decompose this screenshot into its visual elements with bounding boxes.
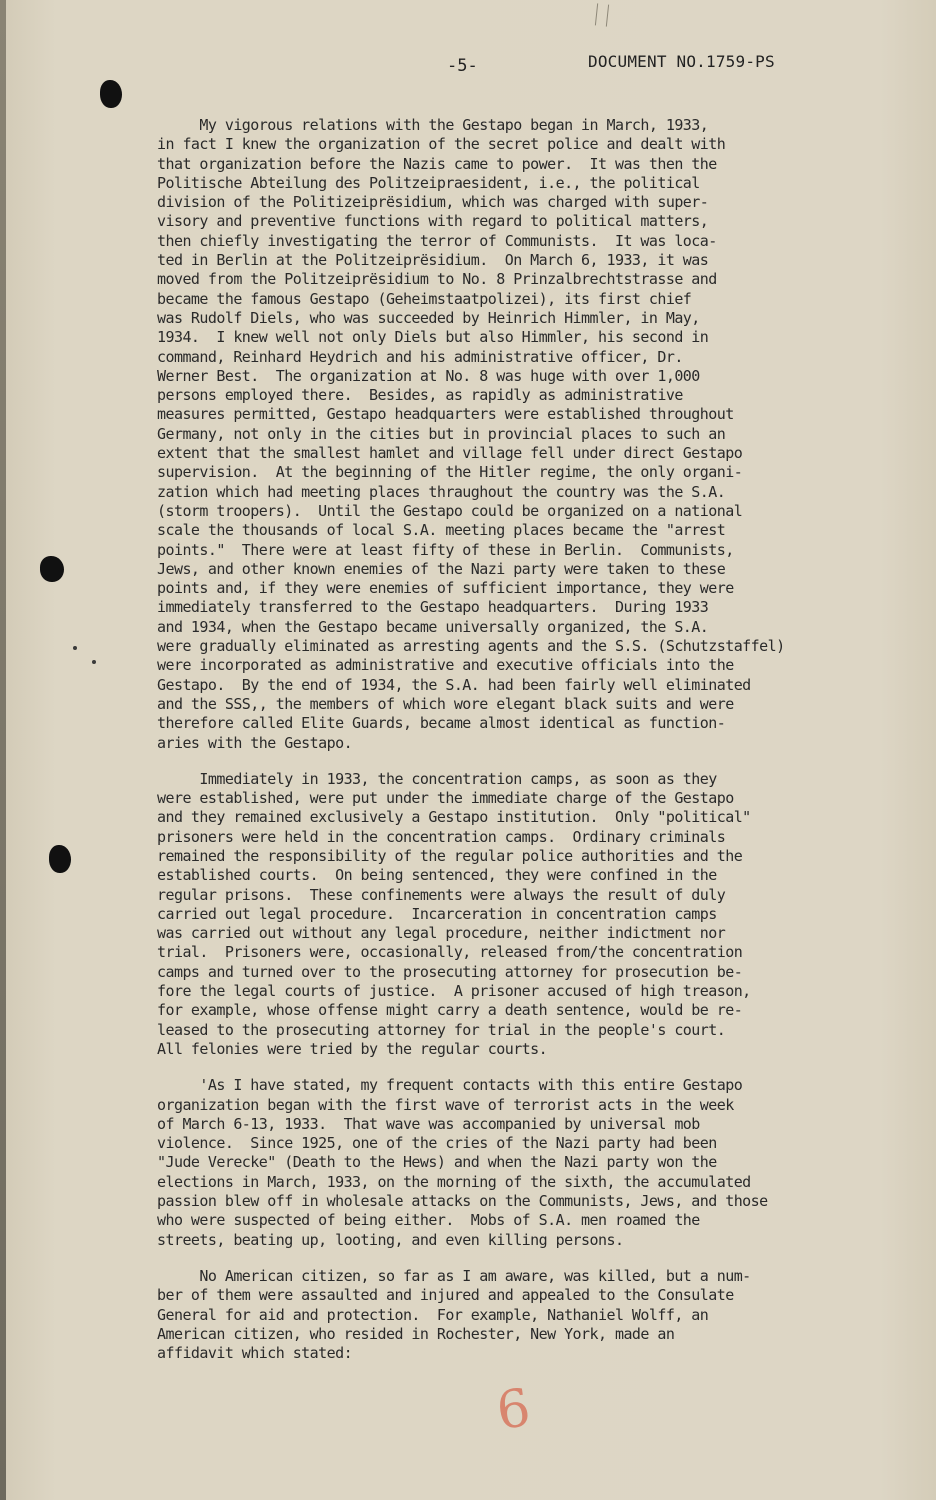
text-line: persons employed there. Besides, as rapidly as administrative — [157, 386, 683, 405]
text-line: My vigorous relations with the Gestapo began in March, 1933, — [157, 116, 709, 134]
text-line: camps and turned over to the prosecuting attorney for prosecution be- — [157, 962, 743, 981]
text-line: Jews, and other known enemies of the Nazi party were taken to these — [157, 559, 726, 578]
speck — [92, 660, 96, 664]
text-line: organization began with the first wave of terrorist acts in the week — [157, 1095, 734, 1114]
text-line: division of the Politizeiprёsidium, which was charged with super- — [157, 193, 709, 212]
text-line: zation which had meeting places thraughout the country was the S.A. — [157, 482, 726, 501]
text-line: All felonies were tried by the regular courts. — [157, 1039, 548, 1058]
text-line: passion blew off in wholesale attacks on the Communists, Jews, and those — [157, 1192, 768, 1211]
text-line: were established, were put under the immediate charge of the Gestapo — [157, 789, 734, 808]
text-line: command, Reinhard Heydrich and his administrative officer, Dr. — [157, 347, 683, 366]
text-line: 'As I have stated, my frequent contacts with this entire Gestapo — [157, 1076, 743, 1095]
handwritten-page-mark: 6 — [492, 1377, 535, 1443]
text-line: prisoners were held in the concentration camps. Ordinary criminals — [157, 827, 726, 846]
text-line: therefore called Elite Guards, became almost identical as function- — [157, 714, 726, 733]
text-line: and the SSS,, the members of which wore elegant black suits and were — [157, 694, 734, 713]
text-line: violence. Since 1925, one of the cries of the Nazi party had been — [157, 1134, 717, 1153]
text-line: then chiefly investigating the terror of Communists. It was loca- — [157, 231, 717, 250]
speck — [73, 646, 77, 650]
text-line: visory and preventive functions with regard to political matters, — [157, 212, 709, 231]
text-line: moved from the Politzeiprёsidium to No. 8 Prinzalbrechtstrasse and — [157, 270, 717, 289]
text-line: was carried out without any legal procedure, neither indictment nor — [157, 924, 726, 943]
text-line: No American citizen, so far as I am aware, was killed, but a num- — [157, 1266, 751, 1285]
text-line: 1934. I knew well not only Diels but also Himmler, his second in — [157, 328, 709, 347]
scratch-mark — [595, 3, 609, 26]
text-line: (storm troopers). Until the Gestapo could be organized on a national — [157, 501, 743, 520]
text-line: and they remained exclusively a Gestapo institution. Only "political" — [157, 808, 751, 827]
text-line: ber of them were assaulted and injured and appealed to the Consulate — [157, 1286, 734, 1305]
text-line: Werner Best. The organization at No. 8 was huge with over 1,000 — [157, 366, 700, 385]
punch-hole-top — [100, 80, 122, 108]
text-line: aries with the Gestapo. — [157, 733, 353, 752]
text-line: immediately transferred to the Gestapo headquarters. During 1933 — [157, 598, 709, 617]
text-line: of March 6-13, 1933. That wave was accompanied by universal mob — [157, 1114, 700, 1133]
paragraph — [157, 1076, 877, 1250]
text-line: carried out legal procedure. Incarceration in concentration camps — [157, 904, 717, 923]
text-line: streets, beating up, looting, and even killing persons. — [157, 1230, 624, 1249]
text-line: were incorporated as administrative and executive officials into the — [157, 656, 734, 675]
text-line: were gradually eliminated as arresting agents and the S.S. (Schutzstaffel) — [157, 637, 785, 656]
text-line: in fact I knew the organization of the secret police and dealt with — [157, 135, 726, 154]
text-line: Immediately in 1933, the concentration camps, as soon as they — [157, 769, 717, 788]
text-line: measures permitted, Gestapo headquarters were established throughout — [157, 405, 734, 424]
text-line: elections in March, 1933, on the morning of the sixth, the accumulated — [157, 1172, 751, 1191]
text-line: Politische Abteilung des Politzeipraesident, i.e., the political — [157, 173, 700, 192]
text-line: extent that the smallest hamlet and village fell under direct Gestapo — [157, 444, 743, 463]
page-number: -5- — [447, 56, 478, 76]
text-line: regular prisons. These confinements were always the result of duly — [157, 885, 726, 904]
text-line: who were suspected of being either. Mobs of S.A. men roamed the — [157, 1211, 700, 1230]
text-line: Germany, not only in the cities but in provincial places to such an — [157, 424, 726, 443]
paragraph — [157, 1267, 877, 1363]
text-line: ted in Berlin at the Politzeiprёsidium. On March 6, 1933, it was — [157, 251, 709, 270]
text-line: and 1934, when the Gestapo became universally organized, the S.A. — [157, 617, 709, 636]
text-line: remained the responsibility of the regular police authorities and the — [157, 846, 743, 865]
text-line: points." There were at least fifty of these in Berlin. Communists, — [157, 540, 734, 559]
text-line: that organization before the Nazis came to power. It was then the — [157, 154, 717, 173]
text-line: "Jude Verecke" (Death to the Hews) and when the Nazi party won the — [157, 1153, 717, 1172]
text-line: leased to the prosecuting attorney for trial in the people's court. — [157, 1020, 726, 1039]
text-line: American citizen, who resided in Rochester, New York, made an — [157, 1324, 675, 1343]
text-line: trial. Prisoners were, occasionally, released from/the concentration — [157, 943, 743, 962]
text-line: fore the legal courts of justice. A prisoner accused of high treason, — [157, 982, 751, 1001]
paragraph — [157, 116, 877, 753]
punch-hole-lower — [49, 845, 71, 873]
document-number: DOCUMENT NO.1759-PS — [588, 52, 775, 71]
text-line: became the famous Gestapo (Geheimstaatpolizei), its first chief — [157, 289, 692, 308]
text-line: points and, if they were enemies of sufficient importance, they were — [157, 579, 734, 598]
paragraph — [157, 770, 877, 1059]
text-line: scale the thousands of local S.A. meeting places became the "arrest — [157, 521, 726, 540]
document-body — [157, 116, 877, 1380]
text-line: supervision. At the beginning of the Hitler regime, the only organi- — [157, 463, 743, 482]
text-line: established courts. On being sentenced, they were confined in the — [157, 866, 717, 885]
text-line: Gestapo. By the end of 1934, the S.A. had been fairly well eliminated — [157, 675, 751, 694]
text-line: General for aid and protection. For example, Nathaniel Wolff, an — [157, 1305, 709, 1324]
text-line: for example, whose offense might carry a death sentence, would be re- — [157, 1001, 743, 1020]
text-line: affidavit which stated: — [157, 1344, 353, 1363]
text-line: was Rudolf Diels, who was succeeded by Heinrich Himmler, in May, — [157, 308, 700, 327]
punch-hole-middle — [40, 556, 64, 582]
